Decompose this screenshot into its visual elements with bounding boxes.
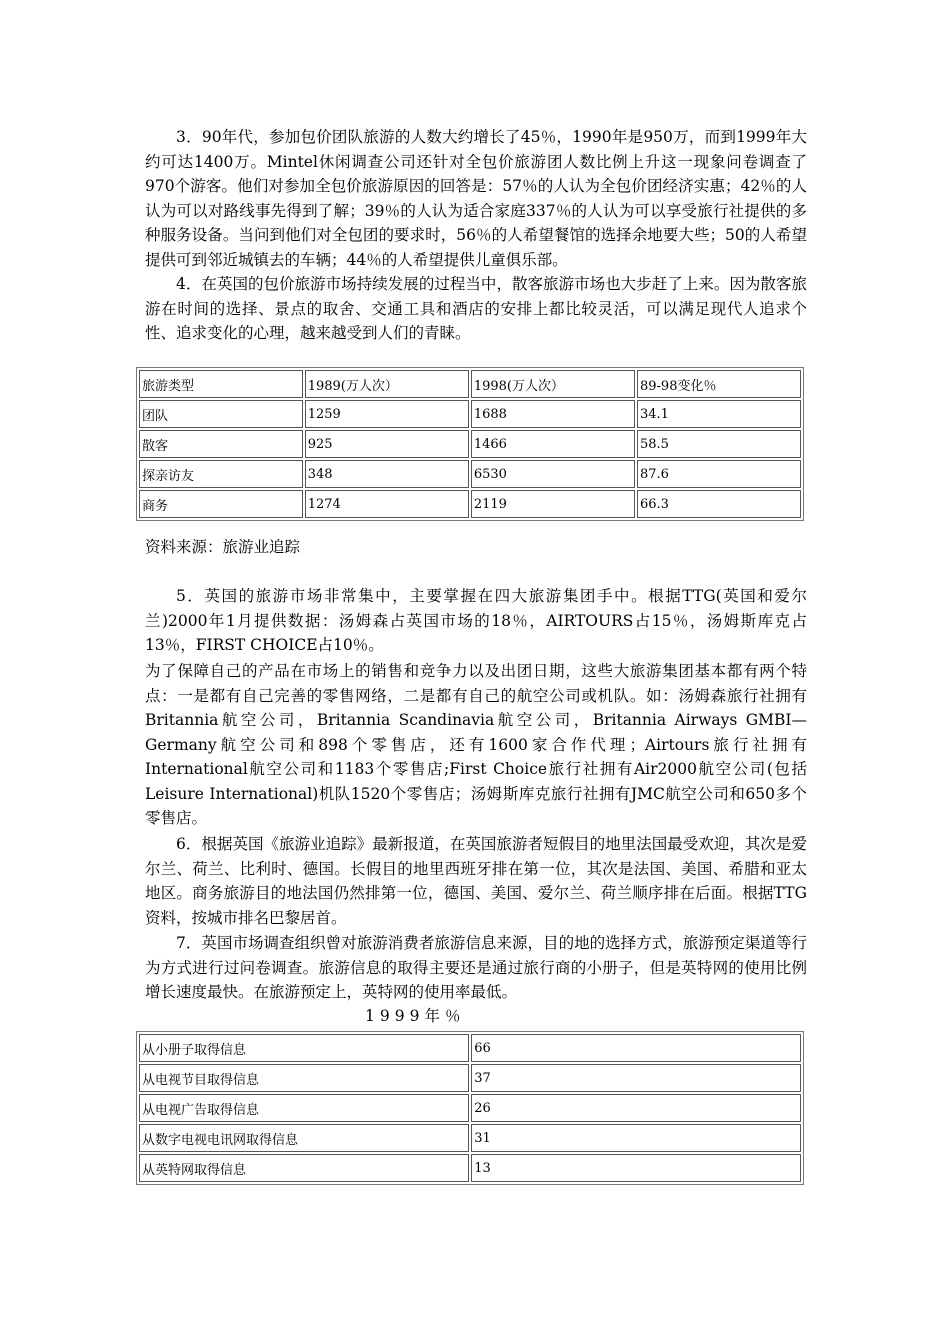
table-cell: 1259 xyxy=(305,400,469,428)
header-cell: 1989(万人次） xyxy=(305,370,469,398)
table-cell: 从电视节目取得信息 xyxy=(139,1064,469,1092)
table-cell: 团队 xyxy=(139,400,303,428)
table-row xyxy=(139,460,801,488)
table-cell: 348 xyxy=(305,460,469,488)
table-cell: 66.3 xyxy=(637,490,801,518)
table-row xyxy=(139,490,801,518)
header-cell: 旅游类型 xyxy=(139,370,303,398)
table-header-row xyxy=(139,370,801,398)
table-cell: 1274 xyxy=(305,490,469,518)
table-cell: 1466 xyxy=(471,430,635,458)
travel-type-table xyxy=(136,367,804,521)
table-cell: 37 xyxy=(471,1064,801,1092)
table-cell: 925 xyxy=(305,430,469,458)
table-row xyxy=(139,1094,801,1122)
paragraph-3: 3．90年代，参加包价团队旅游的人数大约增长了45％，1990年是950万，而到1999年大约可达1400万。Mintel休闲调查公司还针对全包价旅游团人数比例上升这一现象问卷调查了970个游客。他们对参加全包价旅游原因的回答是：57％的人认为全包价团经济实惠；42％的人认为可以对路线事先得到了解；39％的人认为适合家庭337％的人认为可以享受旅行社提供的多种服务设备。当问到他们对全包团的要求时，56％的人希望餐馆的选择余地要大些；50的人希望提供可到邻近城镇去的车辆；44％的人希望提供儿童俱乐部。 xyxy=(145,128,807,269)
table-row xyxy=(139,1124,801,1152)
table-cell: 从英特网取得信息 xyxy=(139,1154,469,1182)
paragraph-5: 5．英国的旅游市场非常集中，主要掌握在四大旅游集团手中。根据TTG(英国和爱尔兰)2000年1月提供数据：汤姆森占英国市场的18％，AIRTOURS占15％，汤姆斯库克占13％，FIRST CHOICE占10％。 xyxy=(145,587,807,654)
table-cell: 13 xyxy=(471,1154,801,1182)
table-cell: 商务 xyxy=(139,490,303,518)
table-cell: 58.5 xyxy=(637,430,801,458)
table-cell: 散客 xyxy=(139,430,303,458)
table-row xyxy=(139,400,801,428)
table-cell: 66 xyxy=(471,1034,801,1062)
table-cell: 从电视广告取得信息 xyxy=(139,1094,469,1122)
table-cell: 31 xyxy=(471,1124,801,1152)
paragraph-5-continued: 为了保障自己的产品在市场上的销售和竞争力以及出团日期，这些大旅游集团基本都有两个特点：一是都有自己完善的零售网络，二是都有自己的航空公司或机队。如：汤姆森旅行社拥有Britannia航空公司，Britannia Scandinavia航空公司，Britannia Airways GMBI—Germany航空公司和898个零售店，还有1600家合作代理；Airtours旅行社拥有International航空公司和1183个零售店;First Choice旅行社拥有Air2000航空公司(包括Leisure International)机队1520个零售店；汤姆斯库克旅行社拥有JMC航空公司和650多个零售店。 xyxy=(145,662,807,827)
table-cell: 2119 xyxy=(471,490,635,518)
header-cell: 1998(万人次） xyxy=(471,370,635,398)
table-row xyxy=(139,1034,801,1062)
header-cell: 89-98变化％ xyxy=(637,370,801,398)
paragraph-6: 6．根据英国《旅游业追踪》最新报道，在英国旅游者短假目的地里法国最受欢迎，其次是爱尔兰、荷兰、比利时、德国。长假目的地里西班牙排在第一位，其次是法国、美国、希腊和亚太地区。商务旅游目的地法国仍然排第一位，德国、美国、爱尔兰、荷兰顺序排在后面。根据TTG资料，按城市排名巴黎居首。 xyxy=(145,835,807,927)
table-row xyxy=(139,430,801,458)
table-cell: 34.1 xyxy=(637,400,801,428)
paragraph-4: 4．在英国的包价旅游市场持续发展的过程当中，散客旅游市场也大步赶了上来。因为散客旅游在时间的选择、景点的取舍、交通工具和酒店的安排上都比较灵活，可以满足现代人追求个性、追求变化的心理，越来越受到人们的青睐。 xyxy=(145,275,807,342)
table-cell: 87.6 xyxy=(637,460,801,488)
table-row xyxy=(139,1064,801,1092)
table-cell: 从数字电视电讯网取得信息 xyxy=(139,1124,469,1152)
paragraph-7: 7．英国市场调查组织曾对旅游消费者旅游信息来源，目的地的选择方式，旅游预定渠道等行为方式进行过问卷调查。旅游信息的取得主要还是通过旅行商的小册子，但是英特网的使用比例增长速度最快。在旅游预定上，英特网的使用率最低。 xyxy=(145,934,807,1001)
information-source-table xyxy=(136,1031,804,1185)
table-cell: 探亲访友 xyxy=(139,460,303,488)
data-source-note: 资料来源：旅游业追踪 xyxy=(145,538,301,556)
table-cell: 1688 xyxy=(471,400,635,428)
table-row xyxy=(139,1154,801,1182)
table-cell: 6530 xyxy=(471,460,635,488)
table-cell: 26 xyxy=(471,1094,801,1122)
table-caption: 1999年％ xyxy=(365,1007,466,1025)
table-cell: 从小册子取得信息 xyxy=(139,1034,469,1062)
